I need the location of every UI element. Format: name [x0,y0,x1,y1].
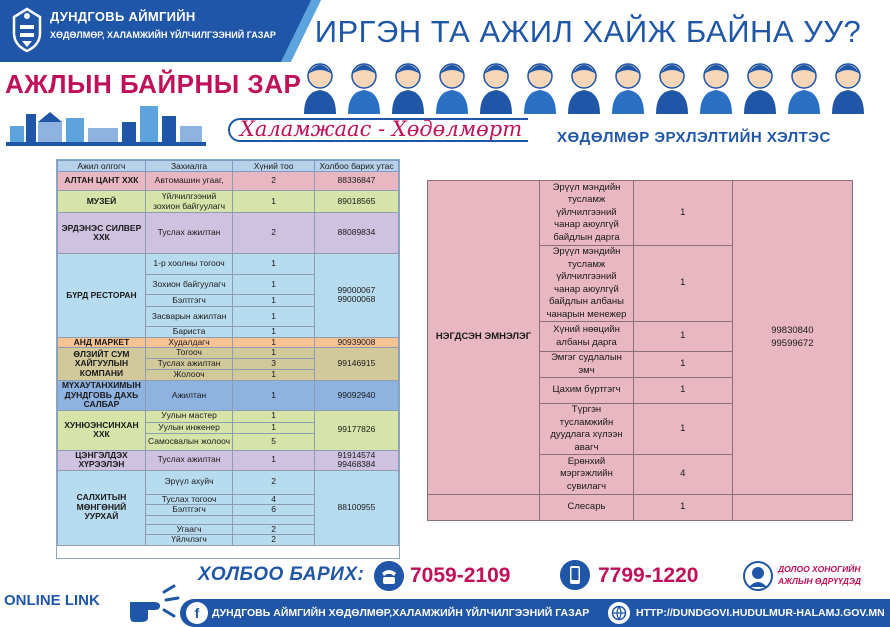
person-icon [612,64,644,114]
facebook-icon[interactable]: f [186,602,208,624]
phone-cell: 99146915 [314,348,398,381]
count-cell: 1 [233,327,315,338]
count-cell: 6 [233,505,315,516]
count-cell: 1 [633,378,732,404]
position-cell: Тогооч [145,348,232,359]
employer-cell: ЭРДЭНЭС СИЛВЕР ХХК [58,213,146,254]
table-row [58,470,399,494]
count-cell: 1 [233,348,315,359]
position-cell: Түргэн тусламжийн дуудлага хүлээн авагч [540,404,634,455]
position-cell: Уулын мастер [145,410,232,422]
position-cell: Бариста [145,327,232,338]
count-cell: 1 [633,495,732,521]
count-cell: 1 [633,246,732,322]
phone-cell: 99092940 [314,381,398,411]
job-listings-table [56,159,400,559]
contact-phone-2: 7799-1220 [598,564,699,587]
count-cell: 4 [233,494,315,505]
position-cell: Самосвалын жолооч [145,433,232,450]
position-cell: Туслах ажилтан [145,213,232,254]
position-cell: Засварын ажилтан [145,307,232,327]
headline-question: ИРГЭН ТА АЖИЛ ХАЙЖ БАЙНА УУ? [314,14,862,49]
phone-icon [374,561,404,591]
phone-cell: 88089834 [314,213,398,254]
position-cell: Слесарь [540,495,634,521]
col-header-phone: Холбоо барих утас [314,161,398,172]
employer-cell: МУЗЕЙ [58,191,146,213]
person-icon [656,64,688,114]
hospital-listings-table [427,180,853,515]
hospital-table [427,180,853,521]
position-cell: Бэлтгэгч [145,295,232,307]
count-cell: 2 [233,172,315,191]
count-cell: 1 [233,450,315,470]
hotline-text-2: АЖЛЫН ӨДРҮҮДЭД [778,576,862,586]
count-cell: 2 [233,535,315,546]
count-cell: 5 [233,433,315,450]
service-title: ХӨДӨЛМӨР ЭРХЛЭЛТИЙН ХЭЛТЭС [557,129,831,146]
slogan: Халамжаас - Хөдөлмөрт [239,117,523,141]
col-header-count: Хүний тоо [233,161,315,172]
position-cell: Уулын инженер [145,422,232,433]
position-cell: Үйлчилгээний зохион байгуулагч [145,191,232,213]
people-professions-icon [298,48,888,116]
count-cell: 2 [233,524,315,535]
org-subtitle: ХӨДӨЛМӨР, ХАЛАМЖИЙН ҮЙЛЧИЛГЭЭНИЙ ГАЗАР [50,30,276,40]
position-cell: Угаагч [145,524,232,535]
person-icon [524,64,556,114]
employer-cell: АЛТАН ЦАНТ ХХК [58,172,146,191]
employer-cell: АНД МАРКЕТ [58,337,146,348]
table-row [58,337,399,348]
position-cell: Эрүүл мэндийн тусламж үйлчилгээний чанар аюулгүй байдлын албаны чанарын менежер [540,246,634,322]
emblem-logo-icon [10,7,44,53]
phone-cell: 90939008 [314,337,398,348]
hotline-text-1: ДОЛОО ХОНОГИЙН [778,564,861,574]
contact-label: ХОЛБОО БАРИХ: [198,564,365,585]
col-header-employer: Ажил олгогч [58,161,146,172]
count-cell: 1 [233,381,315,411]
count-cell: 1 [233,370,315,381]
website-link[interactable]: HTTP://DUNDGOVI.HUDULMUR-HALAMJ.GOV.MN [636,607,885,619]
table-row [428,181,853,246]
phone-cell: 89018565 [314,191,398,213]
table-row [58,191,399,213]
position-cell: Автомашин угааг, [145,172,232,191]
count-cell: 1 [233,337,315,348]
count-cell: 2 [233,213,315,254]
count-cell: 1 [633,181,732,246]
phone-cell: 91914574 99468384 [314,450,398,470]
notice-title: АЖЛЫН БАЙРНЫ ЗАР [5,69,302,99]
pointing-hand-icon [126,584,182,624]
empty-cell [428,495,540,521]
employer-cell: НЭГДСЭН ЭМНЭЛЭГ [428,181,540,495]
phone-cell: 99830840 99599672 [732,181,852,495]
table-row [428,495,853,521]
position-cell: Бэлтгэгч [145,505,232,516]
position-cell: 1-р хоолны тогооч [145,254,232,275]
table-row [58,410,399,422]
count-cell: 1 [233,307,315,327]
count-cell: 2 [233,470,315,494]
table-header-row [58,161,399,172]
position-cell: Хүний нөөцийн албаны дарга [540,322,634,352]
www-icon[interactable] [608,602,630,624]
table-row [58,381,399,411]
person-icon [304,64,336,114]
position-cell: Худалдагч [145,337,232,348]
person-icon [744,64,776,114]
count-cell: 1 [633,322,732,352]
employer-cell: МҮХАУТАНХИМЫН ДУНДГОВЬ ДАХЬ САЛБАР [58,381,146,411]
org-name: ДУНДГОВЬ АЙМГИЙН [50,9,196,24]
employer-cell: ӨЛЗИЙТ СУМ ХАЙГУУЛЫН КОМПАНИ [58,348,146,381]
count-cell: 1 [633,404,732,455]
person-icon [700,64,732,114]
position-cell: Туслах тогооч [145,494,232,505]
hotline-icon [742,561,774,591]
count-cell: 1 [233,191,315,213]
online-link-label[interactable]: ONLINE LINK [4,592,100,609]
phone-cell: 88336847 [314,172,398,191]
count-cell: 4 [633,455,732,495]
count-cell: 1 [233,410,315,422]
job-table [57,160,399,546]
phone-cell: 99000067 99000068 [314,254,398,338]
table-row [58,213,399,254]
position-cell [145,515,232,524]
position-cell: Эрүүл ахуйч [145,470,232,494]
phone-cell: 88100955 [314,470,398,545]
person-icon [348,64,380,114]
employer-cell: БҮРД РЕСТОРАН [58,254,146,338]
table-row [58,172,399,191]
person-icon [480,64,512,114]
count-cell [233,515,315,524]
empty-cell [732,495,852,521]
count-cell: 1 [633,352,732,378]
position-cell: Туслах ажилтан [145,359,232,370]
mobile-icon [560,560,590,590]
position-cell: Ажилтан [145,381,232,411]
facebook-page-link[interactable]: ДУНДГОВЬ АЙМГИЙН ХӨДӨЛМӨР,ХАЛАМЖИЙН ҮЙЛЧИЛГЭЭНИЙ ГАЗАР [212,607,590,619]
employer-cell: ХУНЮЭНСИНХАН ХХК [58,410,146,450]
position-cell: Эрүүл мэндийн тусламж үйлчилгээний чанар аюулгүй байдлын дарга [540,181,634,246]
employer-cell: ЦЭНГЭЛДЭХ ХҮРЭЭЛЭН [58,450,146,470]
position-cell: Туслах ажилтан [145,450,232,470]
position-cell: Үйлчлэгч [145,535,232,546]
position-cell: Цахим бүртгэгч [540,378,634,404]
count-cell: 3 [233,359,315,370]
count-cell: 1 [233,295,315,307]
col-header-position: Захиалга [145,161,232,172]
count-cell: 1 [233,254,315,275]
count-cell: 1 [233,422,315,433]
table-row [58,254,399,275]
person-icon [568,64,600,114]
contact-phone-1: 7059-2109 [410,564,511,587]
person-icon [436,64,468,114]
phone-cell: 99177826 [314,410,398,450]
employer-cell: САЛХИТЫН МӨНГӨНИЙ УУРХАЙ [58,470,146,545]
position-cell: Эмгэг судлалын эмч [540,352,634,378]
table-row [58,348,399,359]
position-cell: Зохион байгуулагч [145,275,232,295]
table-row [58,450,399,470]
position-cell: Жолооч [145,370,232,381]
position-cell: Ерөнхий мэргэжлийн сувилагч [540,455,634,495]
count-cell: 1 [233,275,315,295]
person-icon [392,64,424,114]
city-skyline-icon [6,92,206,146]
person-icon [832,64,864,114]
person-icon [788,64,820,114]
